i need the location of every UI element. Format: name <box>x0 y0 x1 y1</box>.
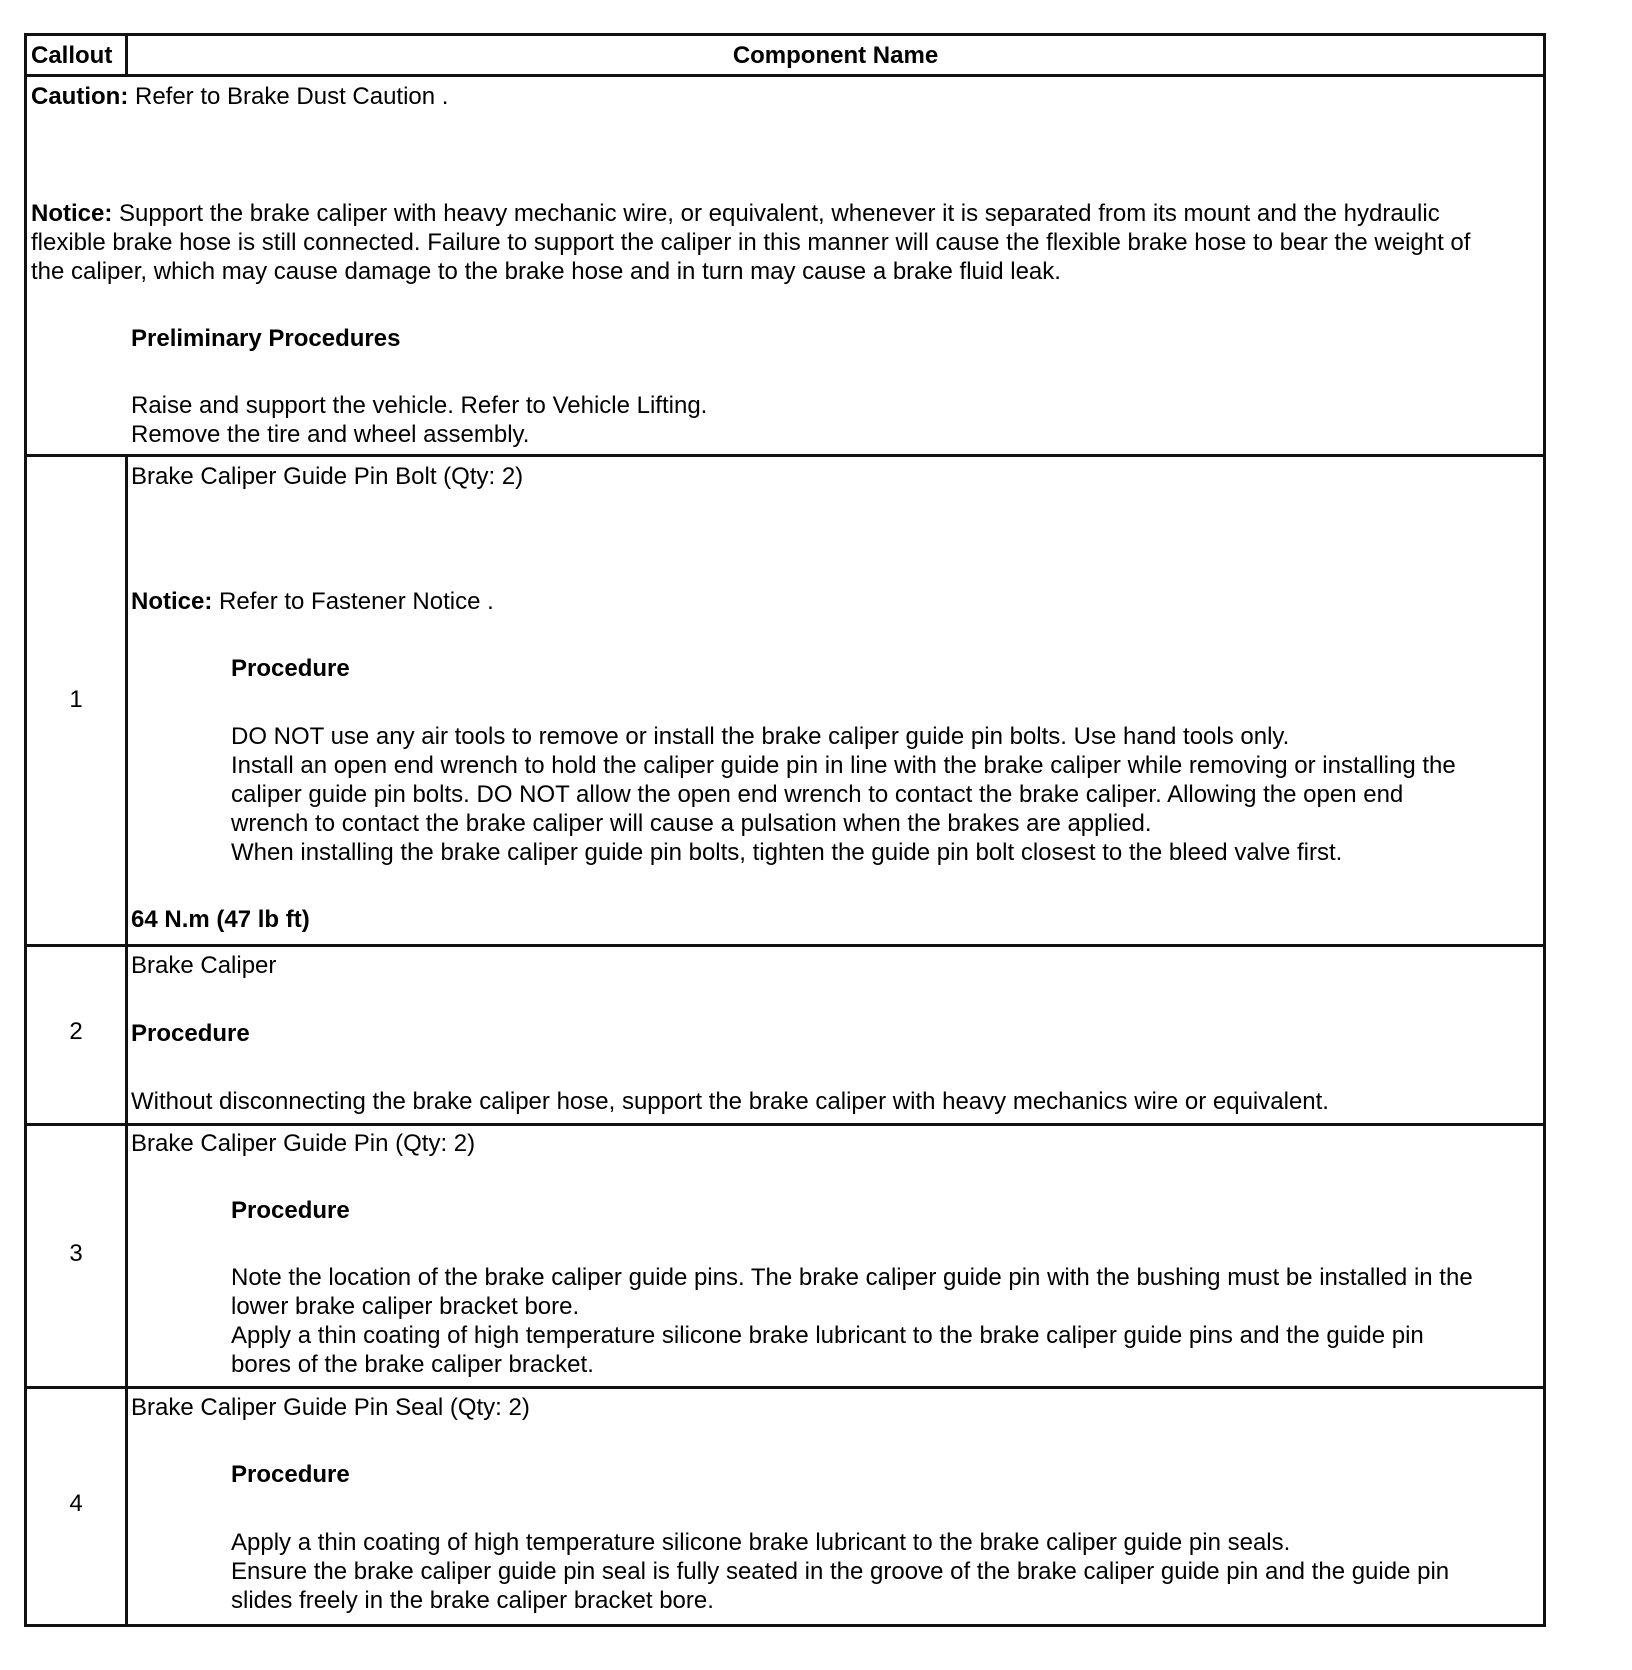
notice-text: flexible brake hose is still connected. Failure to support the caliper in this manner will cause the flexible brake hose to bear the weight of <box>31 229 1471 256</box>
procedure-line: wrench to contact the brake caliper will cause a pulsation when the brakes are applied. <box>231 810 1152 837</box>
notice-text: the caliper, which may cause damage to the brake hose and in turn may cause a brake fluid leak. <box>31 258 1061 285</box>
procedure-line: Apply a thin coating of high temperature silicone brake lubricant to the brake caliper guide pins and the guide pin <box>231 1322 1424 1349</box>
procedure-line: Install an open end wrench to hold the caliper guide pin in line with the brake caliper while removing or installing the <box>231 752 1456 779</box>
header-component-name: Component Name <box>732 42 939 69</box>
notice-label: Notice: <box>131 588 213 615</box>
notice-line <box>31 199 1440 228</box>
callout-number: 3 <box>69 1240 83 1267</box>
procedure-line: Note the location of the brake caliper guide pins. The brake caliper guide pin with the bushing must be installed in the <box>231 1264 1473 1291</box>
procedure-heading: Procedure <box>231 1461 350 1488</box>
header-callout: Callout <box>31 42 113 69</box>
notice-line <box>131 587 494 616</box>
procedure-line: bores of the brake caliper bracket. <box>231 1351 594 1378</box>
notice-label: Notice: <box>31 200 113 227</box>
procedure-line: DO NOT use any air tools to remove or install the brake caliper guide pin bolts. Use hand tools only. <box>231 723 1290 750</box>
component-name: Brake Caliper Guide Pin Seal (Qty: 2) <box>131 1394 530 1421</box>
column-divider <box>125 455 128 1624</box>
procedure-line: Without disconnecting the brake caliper hose, support the brake caliper with heavy mechanics wire or equivalent. <box>131 1088 1329 1115</box>
caution-text: Refer to Brake Dust Caution . <box>128 83 449 110</box>
procedure-heading: Procedure <box>231 655 350 682</box>
procedure-line: slides freely in the brake caliper bracket bore. <box>231 1587 714 1614</box>
callout-number: 4 <box>69 1490 83 1517</box>
procedure-line: lower brake caliper bracket bore. <box>231 1293 580 1320</box>
callout-number: 2 <box>69 1018 83 1045</box>
preliminary-step: Raise and support the vehicle. Refer to Vehicle Lifting. <box>131 392 708 419</box>
row-divider <box>27 454 1543 457</box>
caution-label: Caution: <box>31 83 129 110</box>
procedure-line: Apply a thin coating of high temperature silicone brake lubricant to the brake caliper guide pin seals. <box>231 1529 1291 1556</box>
procedure-table <box>24 33 1546 1627</box>
procedure-line: caliper guide pin bolts. DO NOT allow the open end wrench to contact the brake caliper. Allowing the open end <box>231 781 1404 808</box>
procedure-heading: Procedure <box>231 1197 350 1224</box>
header-divider <box>27 74 1543 77</box>
preliminary-step: Remove the tire and wheel assembly. <box>131 421 530 448</box>
preliminary-procedures-heading: Preliminary Procedures <box>131 325 401 352</box>
caution-line <box>31 82 448 111</box>
callout-number: 1 <box>69 686 83 713</box>
procedure-line: Ensure the brake caliper guide pin seal is fully seated in the groove of the brake caliper guide pin and the guide pin <box>231 1558 1450 1585</box>
procedure-line: When installing the brake caliper guide pin bolts, tighten the guide pin bolt closest to the bleed valve first. <box>231 839 1343 866</box>
row-divider <box>27 944 1543 947</box>
component-name: Brake Caliper <box>131 952 277 979</box>
notice-text: Support the brake caliper with heavy mechanic wire, or equivalent, whenever it is separated from its mount and the hydraulic <box>112 200 1440 227</box>
procedure-heading: Procedure <box>131 1020 250 1047</box>
component-name: Brake Caliper Guide Pin (Qty: 2) <box>131 1130 476 1157</box>
notice-text: Refer to Fastener Notice . <box>212 588 494 615</box>
torque-spec: 64 N.m (47 lb ft) <box>131 906 310 933</box>
row-divider <box>27 1123 1543 1126</box>
component-name: Brake Caliper Guide Pin Bolt (Qty: 2) <box>131 463 524 490</box>
row-divider <box>27 1386 1543 1389</box>
